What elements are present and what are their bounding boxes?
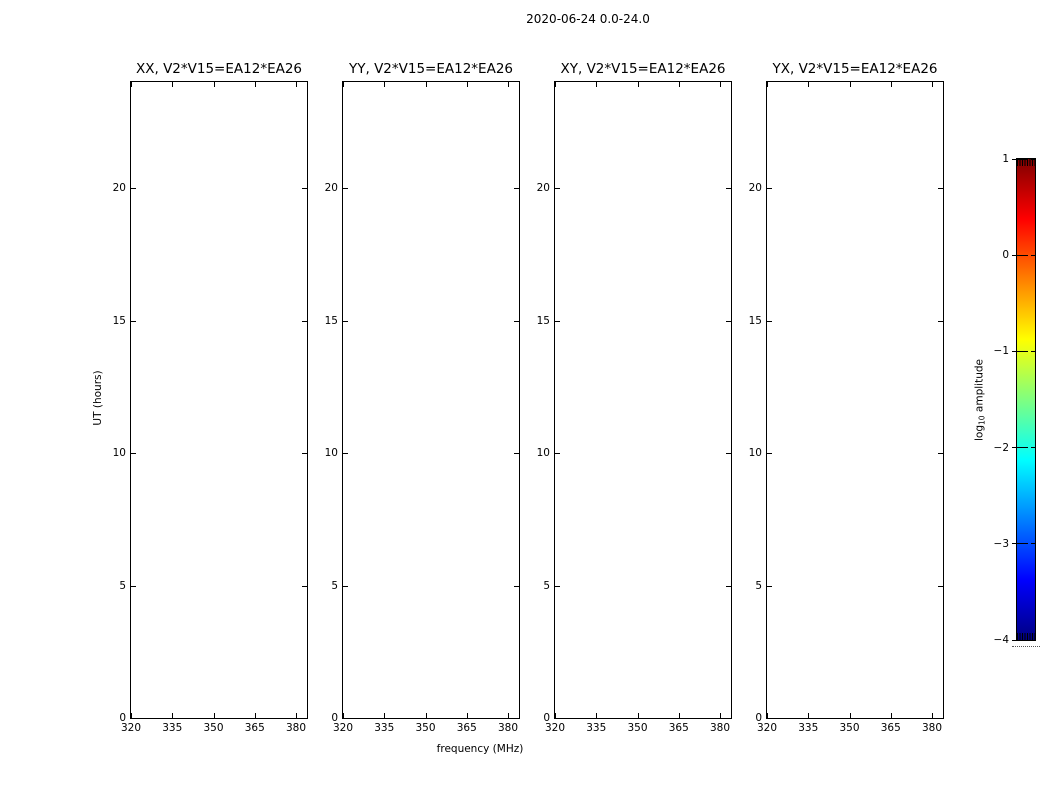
panel-yx-plot-area [748,81,944,734]
y-tick-mark [767,453,772,454]
x-tick-mark [255,82,256,87]
x-axis-label: frequency (MHz) [436,743,524,755]
y-tick-mark [767,718,772,719]
y-tick-label: 10 [748,447,762,459]
colorbar-tick-mark [1012,640,1028,641]
y-tick-mark [302,586,307,587]
panel-xx-plot-area [112,81,308,734]
colorbar [993,153,1036,646]
y-tick-mark [343,718,348,719]
x-tick-label: 350 [627,722,648,734]
x-tick-label: 380 [921,722,943,734]
x-tick-label: 335 [374,722,395,734]
x-tick-label: 335 [162,722,183,734]
colorbar-tick-label: −3 [993,537,1009,550]
colorbar-tick-label: −1 [993,345,1009,358]
y-tick-label: 5 [331,579,338,592]
x-tick-mark [679,82,680,87]
y-tick-mark [343,586,348,587]
y-tick-mark [514,453,519,454]
x-tick-mark [891,82,892,87]
panel-xx-title: XX, V2*V15=EA12*EA26 [135,61,303,77]
y-tick-mark [302,718,307,719]
x-tick-mark [343,82,344,87]
x-tick-mark [767,82,768,87]
y-tick-mark [726,321,731,322]
y-tick-mark [555,586,560,587]
x-tick-mark [172,82,173,87]
x-tick-mark [850,713,851,718]
colorbar-tick-mark [1031,255,1035,256]
y-tick-label: 10 [112,447,126,459]
x-tick-mark [426,82,427,87]
colorbar-top-hatch [1017,159,1035,166]
y-tick-label: 15 [112,314,126,327]
x-tick-label: 380 [285,722,307,734]
panel-yx-title: YX, V2*V15=EA12*EA26 [772,61,938,77]
y-tick-label: 0 [543,712,550,724]
y-tick-label: 20 [112,182,126,194]
y-tick-mark [131,718,136,719]
x-tick-mark [720,82,721,87]
y-tick-label: 0 [755,712,762,724]
panel-xy [536,61,732,734]
panel-xy-title: XY, V2*V15=EA12*EA26 [560,61,726,77]
x-tick-mark [808,82,809,87]
colorbar-tick-label: 1 [1002,153,1009,165]
y-tick-mark [726,586,731,587]
x-tick-mark [638,713,639,718]
x-tick-mark [384,82,385,87]
x-tick-label: 335 [798,722,819,734]
panel-yy-title: YY, V2*V15=EA12*EA26 [348,61,514,77]
y-tick-label: 5 [755,579,762,592]
x-tick-mark [255,713,256,718]
y-tick-label: 20 [324,182,338,194]
x-tick-label: 320 [544,722,566,734]
y-tick-mark [514,321,519,322]
x-tick-label: 350 [415,722,436,734]
colorbar-label-prefix: log [973,424,986,441]
x-tick-mark [679,713,680,718]
colorbar-tick-mark [1031,543,1035,544]
y-tick-label: 10 [536,447,550,459]
y-tick-mark [767,321,772,322]
x-tick-mark [214,713,215,718]
y-tick-mark [131,321,136,322]
colorbar-tick-mark [1031,159,1035,160]
x-tick-mark [508,82,509,87]
y-axis-label: UT (hours) [92,370,104,426]
y-tick-label: 20 [536,182,550,194]
y-tick-mark [726,188,731,189]
x-tick-mark [467,82,468,87]
x-tick-mark [508,713,509,718]
panel-yx [748,61,944,734]
y-tick-mark [555,321,560,322]
y-tick-mark [131,586,136,587]
x-tick-mark [555,82,556,87]
colorbar-tick-mark [1031,351,1035,352]
x-tick-mark [850,82,851,87]
x-tick-mark [891,713,892,718]
x-tick-mark [384,713,385,718]
x-tick-mark [214,82,215,87]
y-tick-mark [726,718,731,719]
panel-yy-plot-area [324,81,520,734]
x-tick-mark [131,82,132,87]
y-tick-label: 0 [119,712,126,724]
x-tick-label: 350 [839,722,860,734]
y-tick-mark [131,188,136,189]
y-tick-mark [302,188,307,189]
x-tick-label: 380 [497,722,519,734]
y-tick-label: 20 [748,182,762,194]
x-tick-label: 320 [120,722,142,734]
colorbar-tick-mark [1031,447,1035,448]
y-tick-mark [514,718,519,719]
colorbar-tick-mark [1012,351,1028,352]
y-tick-mark [343,188,348,189]
colorbar-tick-mark [1012,255,1028,256]
x-tick-label: 320 [332,722,354,734]
y-tick-label: 15 [324,314,338,327]
colorbar-tick-mark [1012,543,1028,544]
y-tick-mark [938,321,943,322]
colorbar-tick-mark [1012,447,1028,448]
y-tick-mark [514,586,519,587]
y-tick-mark [938,718,943,719]
y-tick-mark [938,453,943,454]
colorbar-tick-label: 0 [1002,249,1009,262]
panel-yy [324,61,520,734]
x-tick-mark [932,713,933,718]
y-tick-mark [131,453,136,454]
x-tick-mark [638,82,639,87]
x-tick-label: 335 [586,722,607,734]
colorbar-tick-mark [1012,159,1028,160]
colorbar-extend-dots [1012,646,1040,647]
panel-xx [112,61,308,734]
x-tick-label: 365 [456,722,477,734]
x-tick-mark [296,82,297,87]
y-tick-label: 5 [119,579,126,592]
x-tick-label: 320 [756,722,778,734]
y-tick-mark [767,188,772,189]
colorbar-label-suffix: amplitude [973,359,986,416]
y-tick-mark [514,188,519,189]
y-tick-mark [302,453,307,454]
x-tick-mark [720,713,721,718]
y-tick-mark [938,188,943,189]
panel-xy-plot-area [536,81,732,734]
x-tick-mark [296,713,297,718]
x-tick-mark [172,713,173,718]
y-tick-label: 15 [748,314,762,327]
colorbar-label [974,359,987,441]
x-tick-label: 365 [880,722,901,734]
x-tick-label: 350 [203,722,224,734]
x-tick-mark [467,713,468,718]
y-tick-mark [726,453,731,454]
y-tick-label: 15 [536,314,550,327]
x-tick-label: 365 [668,722,689,734]
y-tick-mark [938,586,943,587]
x-tick-mark [808,713,809,718]
x-tick-mark [426,713,427,718]
y-tick-mark [555,453,560,454]
y-tick-mark [343,321,348,322]
colorbar-tick-label: −4 [993,634,1009,646]
y-tick-label: 10 [324,447,338,459]
y-tick-mark [555,188,560,189]
x-tick-mark [932,82,933,87]
colorbar-label-subscript: 10 [977,415,987,425]
y-tick-label: 0 [331,712,338,724]
y-tick-mark [555,718,560,719]
x-tick-mark [596,713,597,718]
colorbar-tick-mark [1031,640,1035,641]
y-tick-mark [767,586,772,587]
y-tick-mark [302,321,307,322]
x-tick-label: 365 [244,722,265,734]
colorbar-tick-label: −2 [993,441,1009,454]
y-tick-mark [343,453,348,454]
y-tick-label: 5 [543,579,550,592]
x-tick-mark [596,82,597,87]
figure-title: 2020-06-24 0.0-24.0 [526,12,650,26]
x-tick-label: 380 [709,722,731,734]
